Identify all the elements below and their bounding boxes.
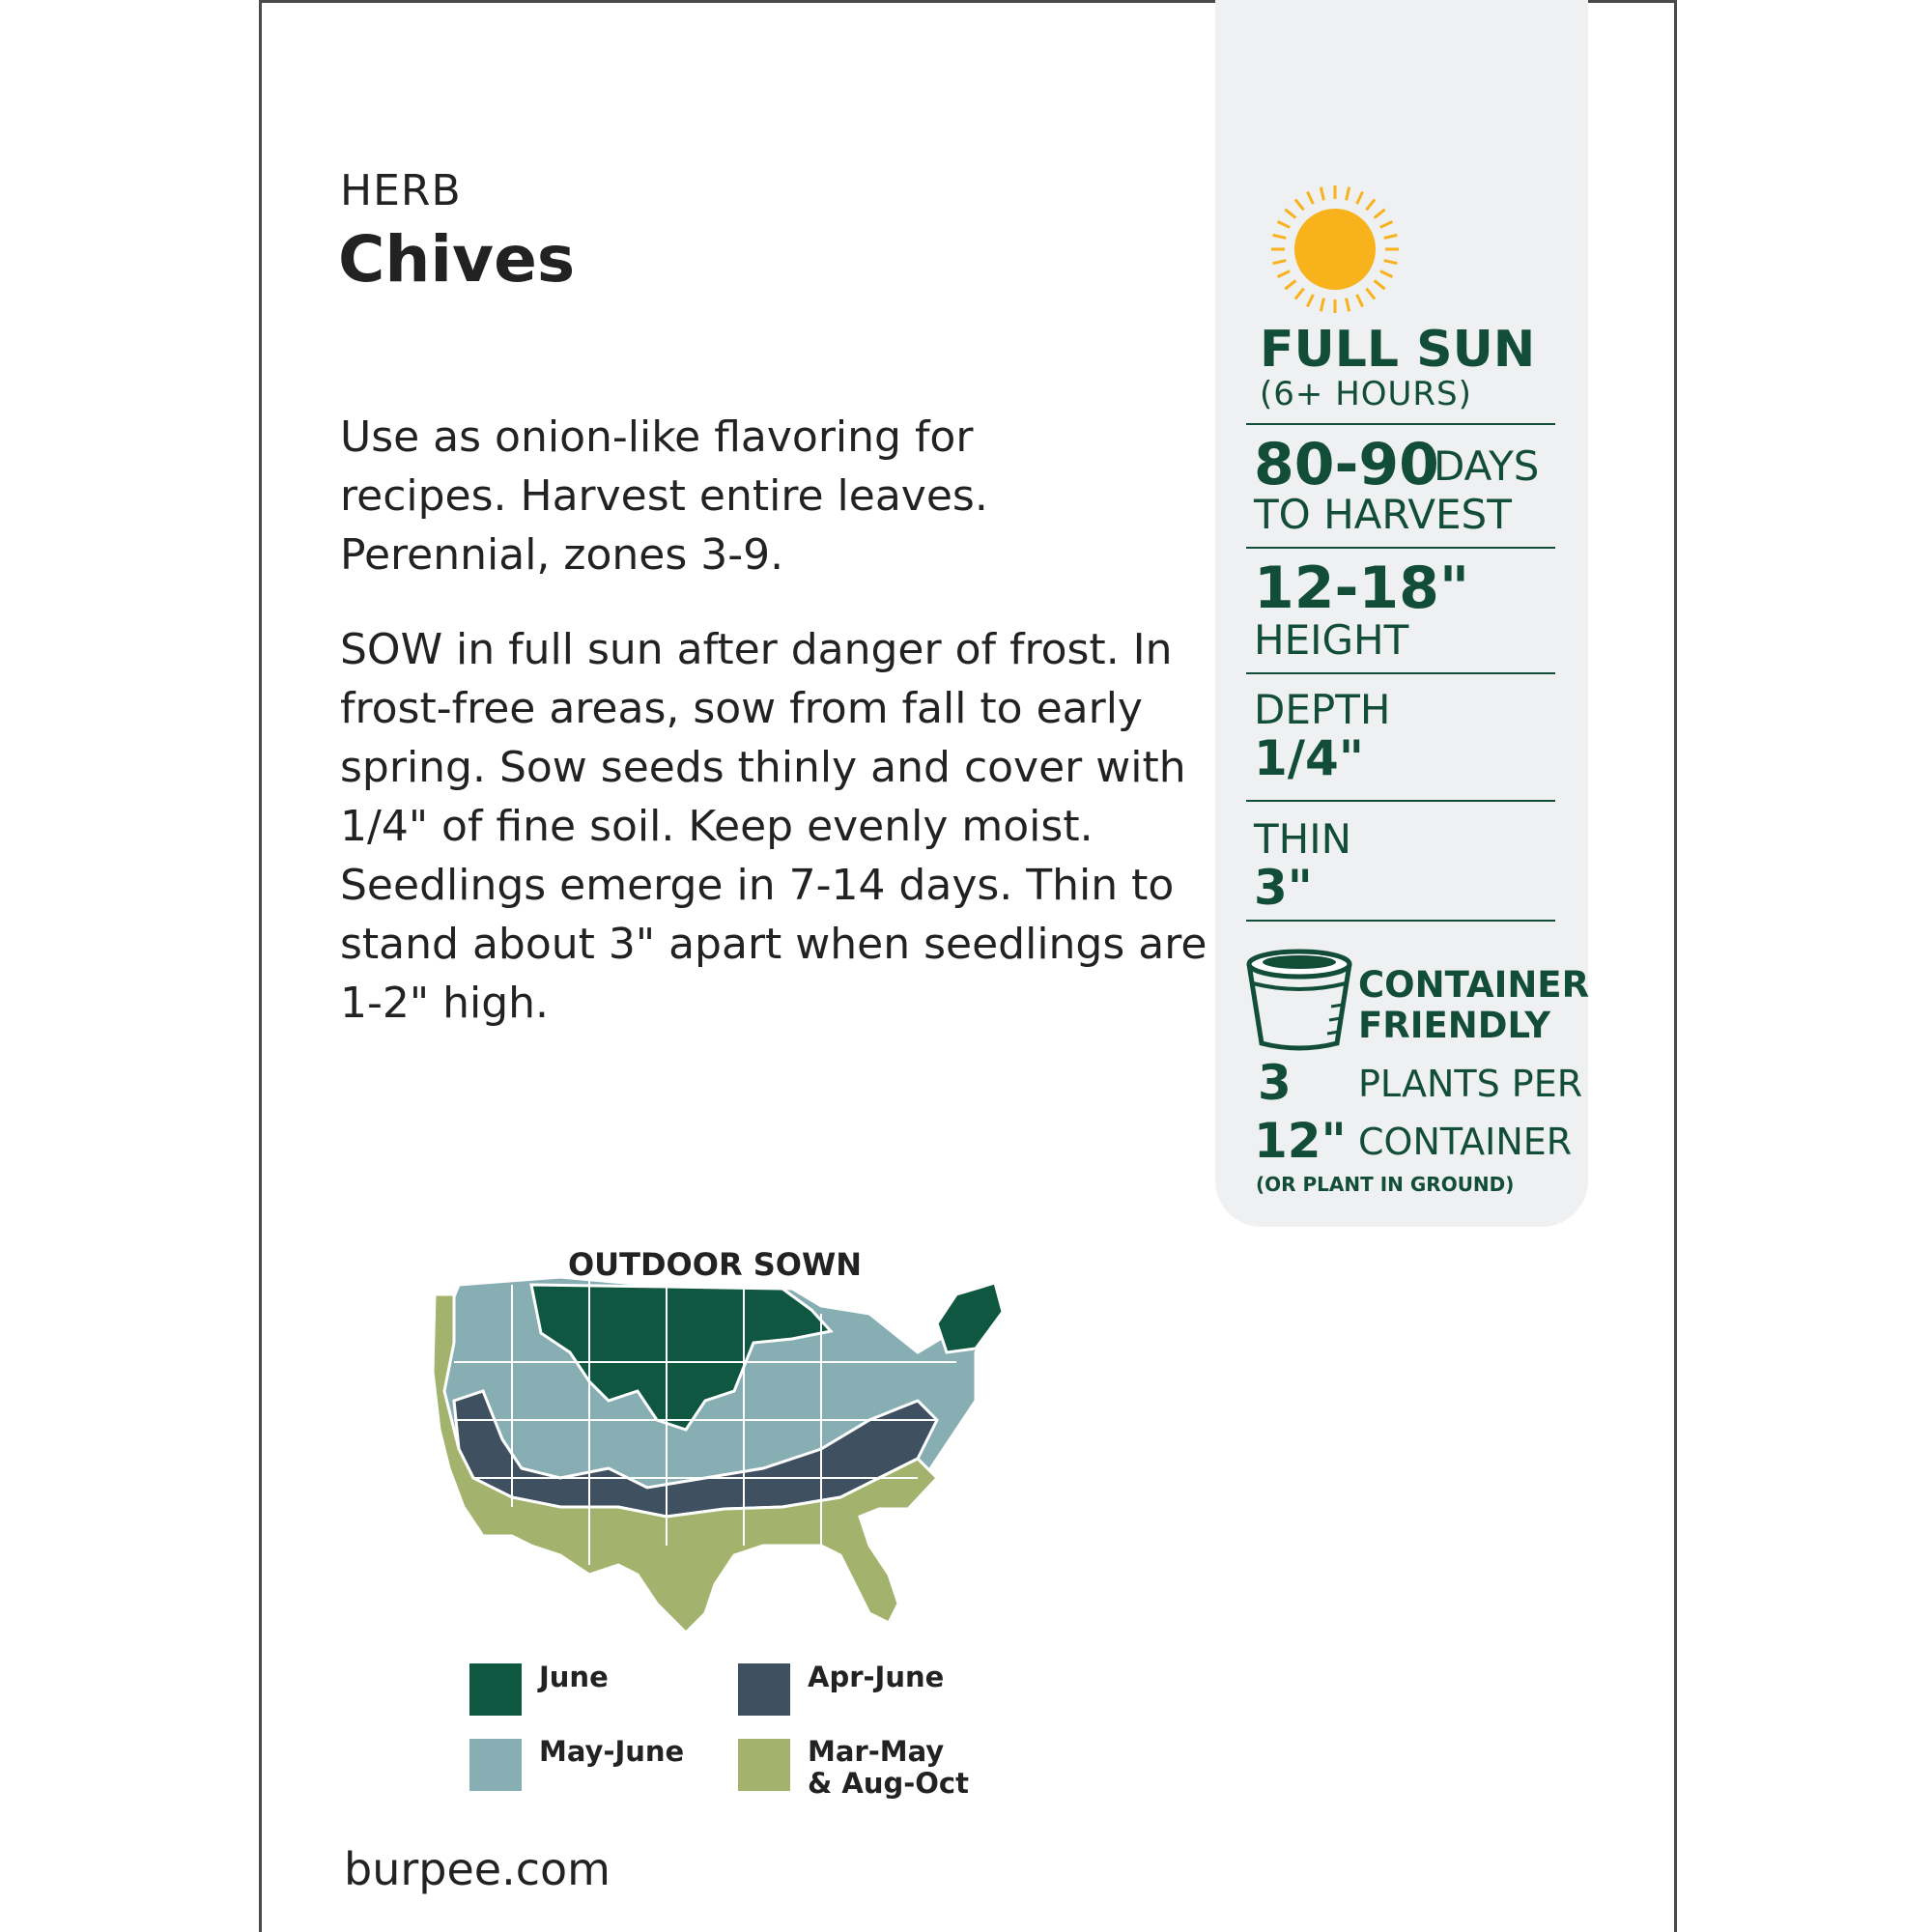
thin-value: 3" [1254, 860, 1313, 916]
legend-swatch-mar-may-aug-oct [738, 1739, 790, 1791]
legend-swatch-may-june [469, 1739, 522, 1791]
container-size: 12" [1254, 1113, 1347, 1169]
divider [1246, 672, 1555, 674]
divider [1246, 800, 1555, 802]
plants-count: 3 [1258, 1055, 1292, 1111]
plant-description: Use as onion-like flavoring for recipes. Harvest entire leaves. Perennial, zones 3-9. [340, 412, 988, 580]
category-label: HERB [340, 166, 462, 215]
depth-label: DEPTH [1254, 686, 1391, 733]
height-value: 12-18" [1254, 554, 1470, 622]
container-note: (OR PLANT IN GROUND) [1256, 1173, 1515, 1196]
days-to-harvest-label: TO HARVEST [1254, 491, 1512, 538]
legend-label-mar-may: Mar-May [808, 1735, 945, 1768]
container-friendly-line1: CONTAINER [1358, 964, 1590, 1006]
map-title: OUTDOOR SOWN [567, 1246, 863, 1283]
days-unit: DAYS [1434, 442, 1540, 490]
thin-label: THIN [1254, 815, 1352, 863]
sun-requirement-label: FULL SUN [1260, 321, 1536, 379]
legend-label-aug-oct: & Aug-Oct [808, 1767, 969, 1800]
sun-icon [1267, 182, 1403, 317]
map-zone-june-northeast [937, 1283, 1003, 1352]
legend-swatch-apr-june [738, 1663, 790, 1716]
height-label: HEIGHT [1254, 616, 1409, 664]
us-sowing-zone-map [415, 1256, 1043, 1662]
container-pot-icon [1242, 947, 1356, 1051]
sun-hours: (6+ HOURS) [1260, 375, 1472, 413]
container-friendly-line2: FRIENDLY [1358, 1005, 1551, 1046]
legend-label-june: June [539, 1661, 609, 1693]
divider [1246, 547, 1555, 549]
days-to-harvest-value: 80-90 [1254, 431, 1439, 498]
divider [1246, 423, 1555, 425]
plant-title: Chives [338, 222, 576, 297]
plants-per-label: PLANTS PER [1358, 1063, 1583, 1105]
depth-value: 1/4" [1254, 730, 1364, 786]
container-label: CONTAINER [1358, 1121, 1573, 1163]
legend-label-may-june: May-June [539, 1735, 685, 1768]
legend-swatch-june [469, 1663, 522, 1716]
divider [1246, 920, 1555, 922]
sowing-instructions: SOW in full sun after danger of frost. In frost-free areas, sow from fall to early spring. Sow seeds thinly and cover with 1/4" of fine soil. Keep evenly moist. Seedlings emerge in 7-14 days. Thin to stand about 3" apart when seedlings are 1-2" high. [340, 625, 1208, 1028]
legend-label-apr-june: Apr-June [808, 1661, 945, 1693]
website-url[interactable]: burpee.com [344, 1843, 611, 1895]
